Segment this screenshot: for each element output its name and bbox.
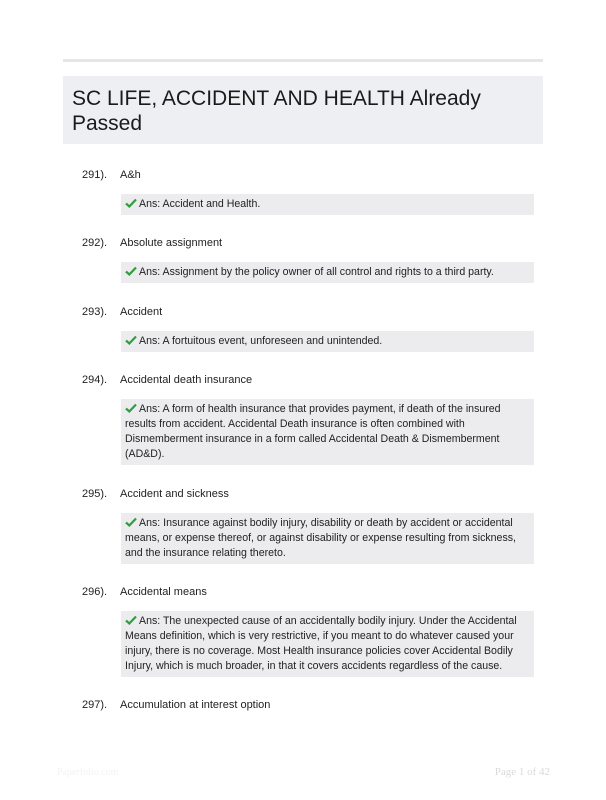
question-term: Accidental death insurance	[120, 374, 253, 386]
footer-page-number: Page 1 of 42	[494, 766, 550, 778]
answer-box	[121, 611, 534, 677]
question-term: Accidental means	[120, 586, 207, 598]
answer-text: Ans: Insurance against bodily injury, disability or death by accident or accidental means, or expense thereof, or against disability or expense resulting from sickness, and the insurance relating thereto.	[125, 517, 516, 559]
question-number: 295).	[82, 488, 108, 500]
question-term: Accumulation at interest option	[120, 699, 271, 711]
question-number: 292).	[82, 237, 108, 249]
question-number: 293).	[82, 306, 108, 318]
answer-text: Ans: The unexpected cause of an accidentally bodily injury. Under the Accidental Means definition, which is very restrictive, if you meant to do whatever caused your injury, there is no coverage. Most Health insurance policies cover Accidental Bodily Injury, which is much broader, in that it covers accidents regardless of the cause.	[125, 615, 517, 672]
title-banner	[63, 76, 543, 144]
question-term: Accident and sickness	[120, 488, 229, 500]
check-icon	[125, 266, 137, 276]
answer-text: Ans: Accident and Health.	[139, 198, 261, 210]
check-icon	[125, 335, 137, 345]
document-title: SC LIFE, ACCIDENT AND HEALTH Already Passed	[72, 87, 481, 135]
question-number: 297).	[82, 699, 108, 711]
check-icon	[125, 403, 137, 413]
answer-box	[121, 399, 534, 465]
answer-box	[121, 194, 534, 215]
top-divider	[63, 59, 543, 62]
answer-box	[121, 331, 534, 352]
answer-box	[121, 513, 534, 564]
question-term: A&h	[120, 169, 141, 181]
answer-box	[121, 262, 534, 283]
answer-text: Ans: A fortuitous event, unforeseen and unintended.	[139, 335, 383, 347]
answer-text: Ans: A form of health insurance that provides payment, if death of the insured results from accident. Accidental Death insurance is often combined with Dismemberment insurance in a form called Accidental Death & Dismemberment (AD&D).	[125, 403, 501, 460]
question-term: Absolute assignment	[120, 237, 223, 249]
footer-site-watermark: Paperfolio.com	[57, 767, 119, 778]
question-number: 294).	[82, 374, 108, 386]
question-number: 296).	[82, 586, 108, 598]
question-term: Accident	[120, 306, 163, 318]
question-number: 291).	[82, 169, 108, 181]
answer-text: Ans: Assignment by the policy owner of all control and rights to a third party.	[139, 266, 494, 278]
check-icon	[125, 517, 137, 527]
check-icon	[125, 615, 137, 625]
check-icon	[125, 198, 137, 208]
